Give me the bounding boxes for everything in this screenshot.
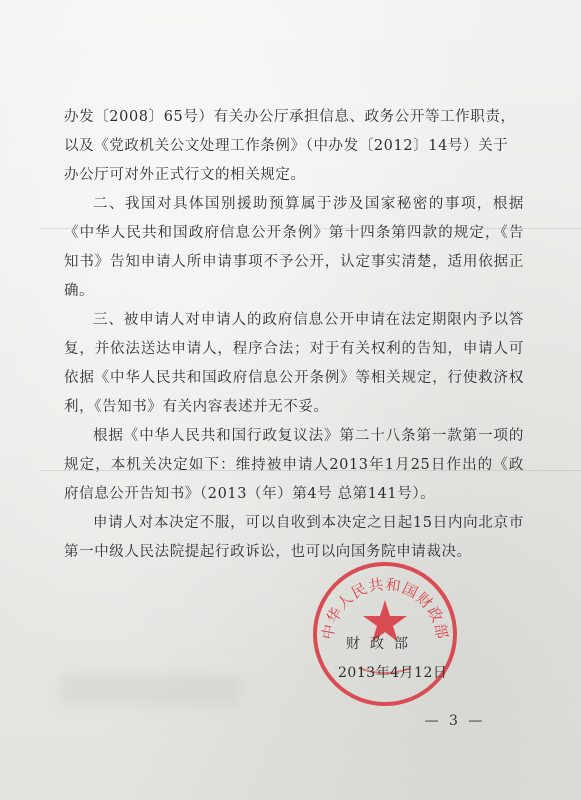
paragraph-4: 根据《中华人民共和国行政复议法》第二十八条第一款第一项的规定，本机关决定如下：维持被申请人2013年1月25日作出的《政府信息公开告知书》（2013（年）第4号 总第141号）。 bbox=[64, 428, 524, 502]
paper-smudge bbox=[60, 675, 240, 705]
page-number: — 3 — bbox=[424, 713, 486, 729]
paragraph-2: 二、我国对具体国别援助预算属于涉及国家秘密的事项，根据《中华人民共和国政府信息公开条例》第十四条第四款的规定，《告知书》告知申请人所申请事项不予公开，认定事实清楚，适用依据正确。 bbox=[64, 196, 524, 299]
signature-organization: 财政部 bbox=[346, 636, 418, 652]
svg-text:中华人民共和国财政部: 中华人民共和国财政部 bbox=[318, 575, 452, 641]
document-body bbox=[64, 103, 524, 567]
paragraph-1-line-2: 以及《党政机关公文处理工作条例》（中办发〔2012〕14号）关于 bbox=[64, 138, 509, 154]
signature-date: 2013年4月12日 bbox=[338, 665, 448, 681]
paragraph-5: 申请人对本决定不服，可以自收到本决定之日起15日内向北京市第一中级人民法院提起行政诉讼，也可以向国务院申请裁决。 bbox=[64, 515, 524, 560]
paragraph-1-line-1: 办发〔2008〕65号）有关办公厅承担信息、政务公开等工作职责， bbox=[64, 109, 516, 125]
paragraph-3: 三、被申请人对申请人的政府信息公开申请在法定期限内予以答复，并依法送达申请人，程序合法；对于有关权利的告知，申请人可依据《中华人民共和国政府信息公开条例》等相关规定，行使救济权利，《告知书》有关内容表述并无不妥。 bbox=[64, 312, 524, 415]
paragraph-1-line-3: 办公厅可对外正式行文的相关规定。 bbox=[64, 167, 306, 183]
